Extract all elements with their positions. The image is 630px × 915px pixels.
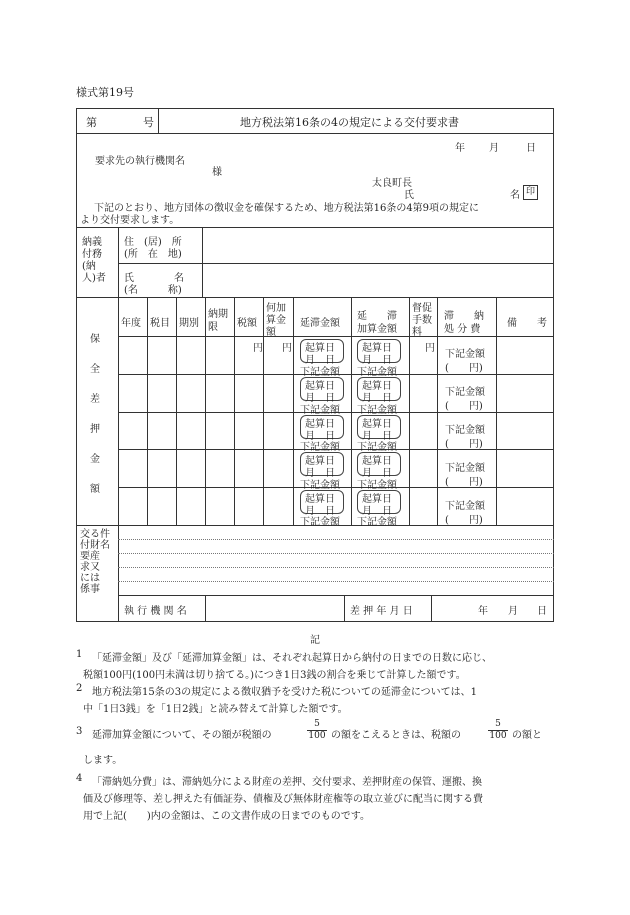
divider [76, 227, 554, 228]
note-1-line-2: 税額100円(100円未満は切り捨てる。)につき1日3銭の割合を乗じて計算した額です。 [83, 670, 466, 681]
col-delinquent: 延滞金額 [300, 318, 340, 329]
fraction [307, 719, 327, 742]
notes-heading: 記 [310, 635, 320, 646]
date-day: 日 [526, 143, 536, 154]
unit-yen: 円 [253, 343, 263, 354]
col-surcharge-2: 算金 [266, 315, 286, 326]
col-dunning-3: 料 [412, 327, 422, 338]
seizure-day: 日 [537, 606, 547, 617]
below-amount: 下記金額 [357, 405, 397, 416]
col-dunning-2: 手数 [412, 315, 432, 326]
below-amount: 下記金額 [300, 442, 340, 453]
divider [205, 297, 206, 525]
fraction [488, 719, 508, 742]
disposition-yen: ( 円) [445, 477, 483, 488]
calc-start: 起算日 [305, 343, 335, 354]
note-3-part-3: の額と [512, 730, 542, 741]
mayor-title: 太良町長 [372, 178, 412, 189]
divider [344, 595, 345, 622]
note-1-number: 1 [76, 649, 83, 660]
divider [147, 297, 148, 525]
disposition-yen: ( 円) [445, 401, 483, 412]
col-year: 年度 [121, 318, 141, 329]
month-day: 月 日 [305, 355, 335, 366]
note-4-line-2: 価及び修理等、差し押えた有価証券、債権及び無体財産権等の取立並びに配当に関する費 [83, 794, 483, 805]
note-2-line-2: 中「1日3銭」を「1日2銭」と読み替えて計算した額です。 [83, 704, 348, 715]
name-field-label-2: (名 称) [124, 285, 182, 296]
name-label-2: 名 [510, 190, 520, 201]
form-number: 様式第19号 [76, 86, 134, 99]
dotted-line [118, 567, 554, 568]
divider [409, 297, 410, 525]
fraction-denominator: 100 [308, 731, 326, 741]
month-day: 月 日 [362, 431, 392, 442]
info-label-2: 付財名 [80, 540, 110, 551]
col-surcharge-1: 何加 [266, 303, 286, 314]
col-dunning-1: 督促 [412, 303, 432, 314]
side-label-3: 差 [90, 394, 100, 405]
info-label-4: 求又 [80, 562, 100, 573]
note-1-line-1: 「延滞金額」及び「延滞加算金額」は、それぞれ起算日から納付の日までの日数に応じ、 [92, 653, 492, 664]
preamble-line-1: 下記のとおり、地方団体の徴収金を確保するため、地方税法第16条の4第9項の規定に [94, 203, 480, 214]
disposition-amount: 下記金額 [445, 425, 485, 436]
month-day: 月 日 [305, 393, 335, 404]
col-delinquent-add-1: 延 滞 [357, 311, 397, 322]
fraction-numerator: 5 [314, 719, 320, 729]
below-amount: 下記金額 [300, 480, 340, 491]
disposition-yen: ( 円) [445, 515, 483, 526]
divider [76, 133, 554, 134]
month-day: 月 日 [362, 355, 392, 366]
col-tax: 税額 [237, 318, 257, 329]
col-period: 期別 [179, 318, 199, 329]
note-4-line-1: 「滞納処分費」は、滞納処分による財産の差押、交付要求、差押財産の保管、運搬、換 [92, 777, 482, 788]
below-amount: 下記金額 [300, 405, 340, 416]
month-day: 月 日 [362, 506, 392, 517]
note-2-number: 2 [76, 683, 83, 694]
disposition-amount: 下記金額 [445, 349, 485, 360]
seizure-year: 年 [478, 606, 488, 617]
note-3-number: 3 [76, 726, 83, 737]
side-label-1: 保 [90, 334, 100, 345]
seizure-month: 月 [508, 606, 518, 617]
fraction-denominator: 100 [489, 731, 507, 741]
side-label-5: 金 [90, 454, 100, 465]
disposition-yen: ( 円) [445, 439, 483, 450]
col-remarks: 備 考 [507, 318, 547, 329]
disposition-amount: 下記金額 [445, 387, 485, 398]
below-amount: 下記金額 [300, 517, 340, 528]
calc-start: 起算日 [305, 381, 335, 392]
dotted-line [118, 539, 554, 540]
name-label-1: 氏 [404, 190, 414, 201]
number-label-1: 第 [86, 116, 97, 129]
address-label-2: (所 在 地) [124, 249, 182, 260]
form-title: 地方税法第16条の4の規定による交付要求書 [240, 116, 459, 129]
disposition-amount: 下記金額 [445, 501, 485, 512]
divider [263, 297, 264, 525]
side-label-2: 全 [90, 364, 100, 375]
below-amount: 下記金額 [300, 367, 340, 378]
agency-label: 執 行 機 関 名 [124, 606, 187, 617]
calc-start: 起算日 [305, 494, 335, 505]
taxpayer-label-2: 付務 [82, 249, 102, 260]
calc-start: 起算日 [362, 381, 392, 392]
below-amount: 下記金額 [357, 480, 397, 491]
disposition-yen: ( 円) [445, 363, 483, 374]
divider [118, 227, 119, 297]
col-item: 税目 [150, 318, 170, 329]
taxpayer-label-1: 納義 [82, 237, 102, 248]
info-label-1: 交る件 [80, 529, 110, 540]
calc-start: 起算日 [305, 456, 335, 467]
divider [234, 297, 235, 525]
taxpayer-label-4: 人)者 [82, 273, 106, 284]
seal-mark: 印 [523, 185, 538, 200]
number-label-2: 号 [143, 116, 154, 129]
addressee-honorific: 様 [212, 167, 222, 178]
unit-yen: 円 [425, 343, 435, 354]
below-amount: 下記金額 [357, 517, 397, 528]
divider [293, 297, 294, 525]
divider [176, 297, 177, 525]
note-2-line-1: 地方税法第15条の3の規定による徴収猶予を受けた税についての延滞金については、1 [92, 687, 478, 698]
below-amount: 下記金額 [357, 442, 397, 453]
divider [118, 263, 554, 264]
divider [496, 297, 497, 525]
addressee-label: 要求先の執行機関名 [95, 156, 185, 167]
address-label-1: 住 (居) 所 [124, 237, 182, 248]
below-amount: 下記金額 [357, 367, 397, 378]
col-disposition-1: 滞 納 [444, 311, 484, 322]
month-day: 月 日 [362, 393, 392, 404]
note-3-line-2: します。 [83, 755, 123, 766]
col-surcharge-3: 額 [266, 327, 276, 338]
note-3-part-1: 延滞加算金額について、その額が税額の [92, 730, 272, 741]
divider [158, 108, 159, 133]
divider [431, 595, 432, 622]
divider [118, 336, 554, 337]
fraction-numerator: 5 [495, 719, 501, 729]
month-day: 月 日 [362, 468, 392, 479]
date-year: 年 [455, 143, 465, 154]
divider [202, 227, 203, 297]
calc-start: 起算日 [362, 343, 392, 354]
note-4-line-3: 用で上記( )内の金額は、この文書作成の日までのものです。 [83, 811, 371, 822]
calc-start: 起算日 [362, 494, 392, 505]
calc-start: 起算日 [362, 419, 392, 430]
divider [351, 297, 352, 525]
month-day: 月 日 [305, 431, 335, 442]
col-deadline-2: 限 [208, 322, 218, 333]
col-deadline-1: 納期 [208, 309, 228, 320]
col-delinquent-add-2: 加算金額 [357, 324, 397, 335]
info-label-3: 要産 [80, 551, 100, 562]
dotted-line [118, 581, 554, 582]
note-3-part-2: の額をこえるときは、税額の [331, 730, 461, 741]
side-label-4: 押 [90, 424, 100, 435]
calc-start: 起算日 [362, 456, 392, 467]
unit-yen: 円 [282, 343, 292, 354]
date-month: 月 [489, 143, 499, 154]
divider [437, 297, 438, 525]
col-disposition-2: 処 分 費 [444, 324, 481, 335]
info-label-6: 係事 [80, 584, 100, 595]
preamble-line-2: より交付要求します。 [80, 215, 180, 226]
info-label-5: には [80, 573, 100, 584]
divider [118, 595, 554, 596]
divider [205, 595, 206, 622]
taxpayer-label-3: (納 [82, 261, 96, 272]
divider [118, 297, 119, 525]
dotted-line [118, 553, 554, 554]
month-day: 月 日 [305, 506, 335, 517]
name-field-label-1: 氏 名 [124, 273, 184, 284]
month-day: 月 日 [305, 468, 335, 479]
note-4-number: 4 [76, 773, 83, 784]
side-label-6: 額 [90, 484, 100, 495]
seizure-date-label: 差 押 年 月 日 [350, 606, 413, 617]
calc-start: 起算日 [305, 419, 335, 430]
disposition-amount: 下記金額 [445, 463, 485, 474]
